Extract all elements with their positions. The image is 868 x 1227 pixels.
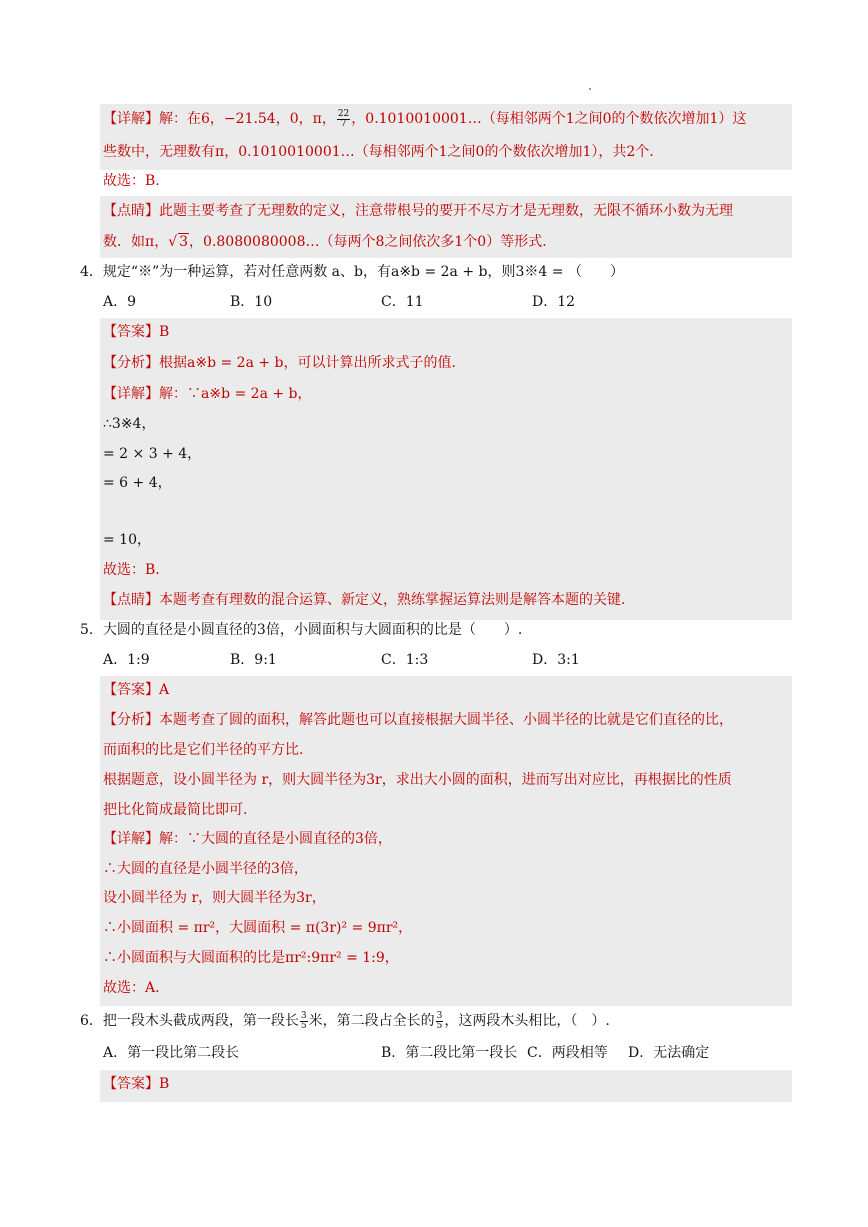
q5-option-b: B．9:1	[230, 652, 277, 668]
fraction-3-5-a: $\frac{3}{5}$	[300, 1010, 307, 1031]
top-choose-line: 故选：B.	[103, 173, 160, 189]
q5-choose: 故选：A.	[103, 980, 160, 996]
fraction-22-7: $\frac{22}{7}$	[337, 108, 350, 129]
q4-analysis: 【分析】根据a※b = 2a + b，可以计算出所求式子的值.	[103, 355, 456, 371]
q4-choose: 故选：B.	[103, 562, 160, 578]
q6-option-d: D．无法确定	[628, 1045, 710, 1061]
q5-option-d: D．3:1	[532, 652, 580, 668]
page-dot	[589, 88, 591, 90]
top-detail-line-2: 些数中，无理数有π，0.1010010001…（每相邻两个1之间0的个数依次增加1），共2个.	[103, 144, 654, 160]
q5-analysis-4: 把比化简成最简比即可.	[103, 802, 248, 818]
q5-detail-5: ∴小圆面积与大圆面积的比是πr²:9πr² = 1:9，	[103, 950, 399, 966]
q5-stem: 5．大圆的直径是小圆直径的3倍，小圆面积与大圆面积的比是（ ）.	[80, 622, 523, 638]
q6-solution-block	[100, 1070, 792, 1102]
top-comment-line-1: 【点睛】此题主要考查了无理数的定义，注意带根号的要开不尽方才是无理数，无限不循环小数为无理	[103, 203, 733, 219]
q4-option-a: A．9	[103, 294, 137, 310]
q5-detail-2: ∴大圆的直径是小圆半径的3倍，	[103, 861, 308, 877]
top-detail-text-a: 【详解】解：在6，−21.54，0，π，	[103, 111, 336, 127]
q4-detail: 【详解】解：∵a※b = 2a + b，	[103, 386, 312, 402]
q6-option-a: A．第一段比第二段长	[103, 1045, 240, 1061]
q6-stem: 6．把一段木头截成两段，第一段长 $\frac{3}{5}$ 米，第二段占全长的 $\frac{3}{5}$ ，这两段木头相比，（ ）.	[80, 1010, 610, 1031]
q5-option-a: A．1:9	[103, 652, 150, 668]
q4-option-c: C．11	[381, 294, 424, 310]
fraction-3-5-b: $\frac{3}{5}$	[436, 1010, 443, 1031]
q4-answer: 【答案】B	[103, 324, 170, 340]
q4-stem: 4．规定“※”为一种运算，若对任意两数 a、b，有a※b = 2a + b，则3※4 = （ ）	[80, 264, 624, 280]
q6-option-c: C．两段相等	[527, 1045, 608, 1061]
q4-step-2: = 2 × 3 + 4，	[103, 446, 202, 462]
q5-detail-1: 【详解】解：∵大圆的直径是小圆直径的3倍，	[103, 831, 392, 847]
q5-detail-4: ∴小圆面积 = πr²，大圆面积 = π(3r)² = 9πr²，	[103, 920, 413, 936]
q4-option-d: D．12	[532, 294, 576, 310]
q4-comment: 【点睛】本题考查有理数的混合运算、新定义，熟练掌握运算法则是解答本题的关键.	[103, 592, 626, 608]
q4-step-3: = 6 + 4，	[103, 475, 172, 491]
q5-detail-3: 设小圆半径为 r，则大圆半径为3r，	[103, 890, 326, 906]
q4-option-b: B．10	[230, 294, 273, 310]
q5-answer: 【答案】A	[103, 682, 170, 698]
top-detail-line-1	[103, 109, 746, 129]
q4-step-1: ∴3※4，	[103, 416, 156, 432]
q5-analysis-2: 而面积的比是它们半径的平方比.	[103, 742, 304, 758]
q6-option-b: B．第二段比第一段长	[381, 1045, 518, 1061]
top-detail-text-b: ，0.1010010001…（每相邻两个1之间0的个数依次增加1）这	[351, 111, 747, 127]
q5-analysis-1: 【分析】本题考查了圆的面积，解答此题也可以直接根据大圆半径、小圆半径的比就是它们直径的比，	[103, 712, 733, 728]
top-comment-line-2: 数．如π，√ 3，0.8080080008…（每两个8之间依次多1个0）等形式.	[103, 234, 547, 250]
q4-step-4: = 10，	[103, 532, 151, 548]
q6-answer: 【答案】B	[103, 1076, 170, 1092]
q5-option-c: C．1:3	[381, 652, 429, 668]
q5-analysis-3: 根据题意，设小圆半径为 r，则大圆半径为3r，求出大小圆的面积，进而写出对应比，再根据比的性质	[103, 772, 732, 788]
